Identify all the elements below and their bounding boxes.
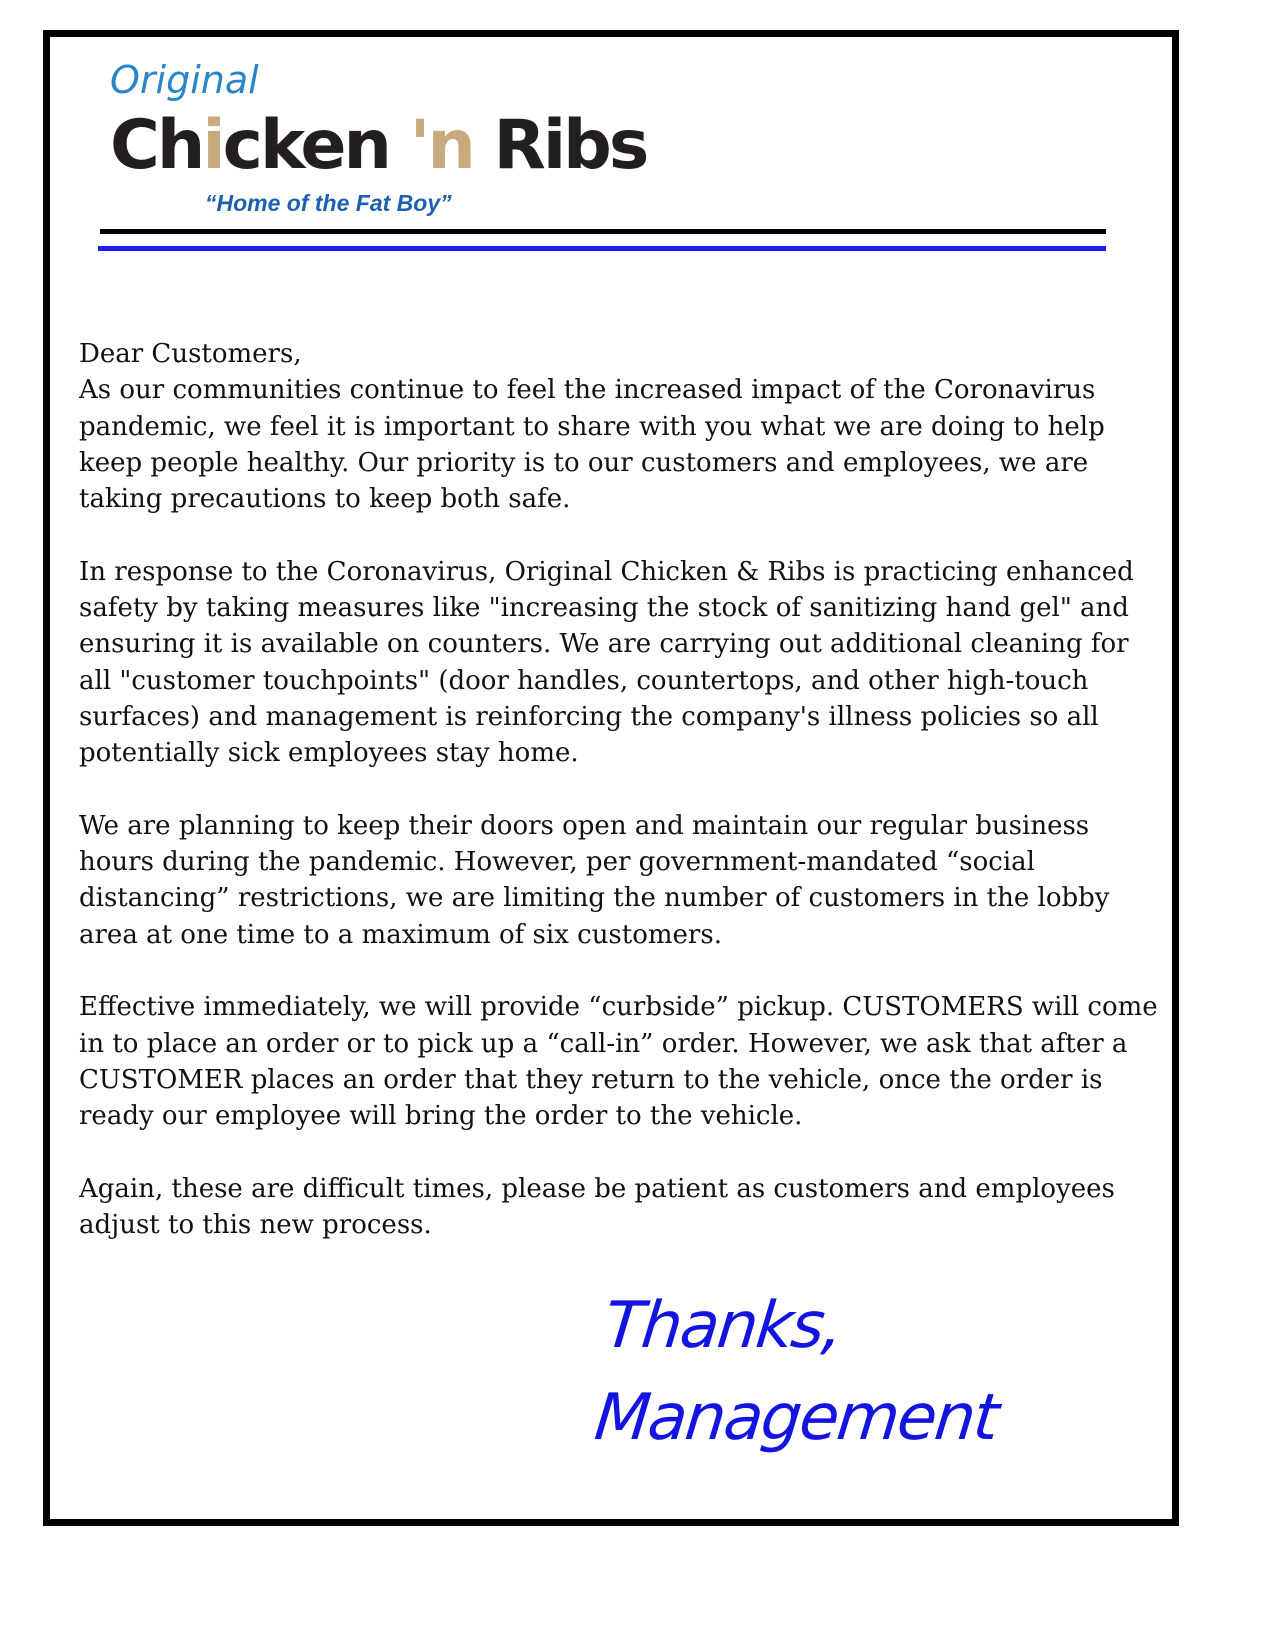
logo-chicken-figure-i: i <box>202 106 223 185</box>
letter-paragraph: As our communities continue to feel the increased impact of the Coronavirus pandemic, we feel it is important to share with you what we are doing to help keep people healthy. Our priority is to our customers and employees, we are taking precautions to keep both safe. <box>79 375 1105 515</box>
logo-name-part3: Ribs <box>493 106 647 185</box>
letter-paragraph: Again, these are difficult times, please be patient as customers and employees adjust to this new process. <box>79 1173 1115 1241</box>
restaurant-logo <box>110 58 647 228</box>
logo-name-part2: cken <box>222 106 389 185</box>
logo-name <box>110 106 646 185</box>
letter-greeting: Dear Customers, <box>79 339 302 369</box>
logo-name-part1: Ch <box>110 106 203 185</box>
logo-original-text: Original <box>110 58 259 102</box>
signature-line-2: Management <box>591 1381 1001 1455</box>
letter-paragraph: In response to the Coronavirus, Original Chicken & Ribs is practicing enhanced safety by taking measures like "increasing the stock of sanitizing hand gel" and ensuring it is available on counters. We are carrying out additional cleaning for all "customer touchpoints" (door handles, countertops, and other high-touch surfaces) and management is reinforcing the company's illness policies so all potentially sick employees stay home. <box>79 556 1134 769</box>
header-rule-blue <box>98 246 1106 251</box>
header-rule-black <box>100 229 1106 234</box>
letter-body <box>79 336 1159 1280</box>
signature <box>591 1282 1012 1462</box>
signature-line-1: Thanks, <box>600 1289 845 1363</box>
logo-tagline: “Home of the Fat Boy” <box>205 190 452 216</box>
letter-paragraph: Effective immediately, we will provide “curbside” pickup. CUSTOMERS will come in to place an order or to pick up a “call-in” order. However, we ask that after a CUSTOMER places an order that they return to the vehicle, once the order is ready our employee will bring the order to the vehicle. <box>79 992 1158 1132</box>
letter-paragraph: We are planning to keep their doors open and maintain our regular business hours during the pandemic. However, per government-mandated “social distancing” restrictions, we are limiting the number of customers in the lobby area at one time to a maximum of six customers. <box>79 810 1110 950</box>
logo-n: 'n <box>409 106 473 185</box>
